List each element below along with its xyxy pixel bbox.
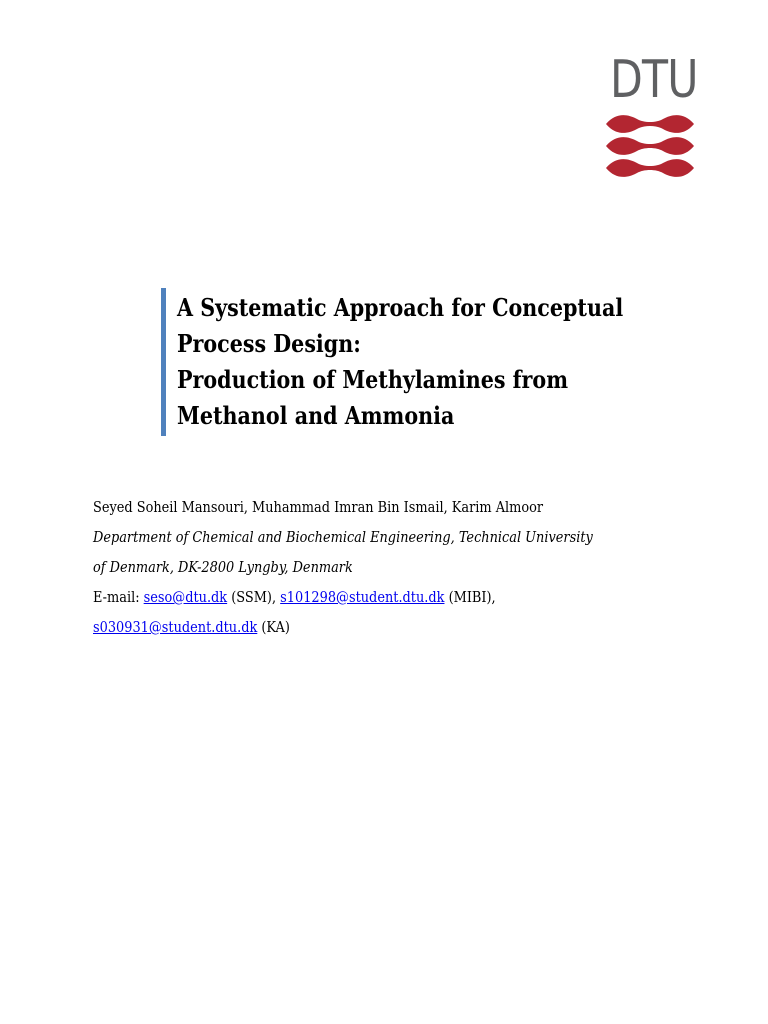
title-block [161, 288, 701, 436]
title-line-2: Process Design: [177, 329, 361, 358]
dtu-logo [604, 50, 698, 184]
affiliation-line-1: Department of Chemical and Biochemical Engineering, Technical University [93, 528, 593, 546]
title-line-4: Methanol and Ammonia [177, 401, 455, 430]
dtu-wave-icon [604, 112, 696, 180]
email-initials-ssm: (SSM), [231, 588, 277, 606]
email-line-1 [93, 582, 626, 612]
dtu-logo-text: DTU [610, 50, 698, 110]
email-link-ssm[interactable]: seso@dtu.dk [143, 588, 228, 606]
email-initials-ka: (KA) [261, 618, 290, 636]
authors: Seyed Soheil Mansouri, Muhammad Imran Bin Ismail, Karim Almoor [93, 498, 544, 516]
title-accent-bar [161, 288, 166, 436]
email-label: E-mail: [93, 588, 140, 606]
title-line-3: Production of Methylamines from [177, 365, 569, 394]
email-line-2 [93, 612, 626, 642]
title-line-1: A Systematic Approach for Conceptual [177, 293, 624, 322]
email-link-mibi[interactable]: s101298@student.dtu.dk [280, 588, 445, 606]
email-link-ka[interactable]: s030931@student.dtu.dk [93, 618, 258, 636]
affiliation-line-2: of Denmark, DK-2800 Lyngby, Denmark [93, 558, 353, 576]
email-initials-mibi: (MIBI), [448, 588, 496, 606]
